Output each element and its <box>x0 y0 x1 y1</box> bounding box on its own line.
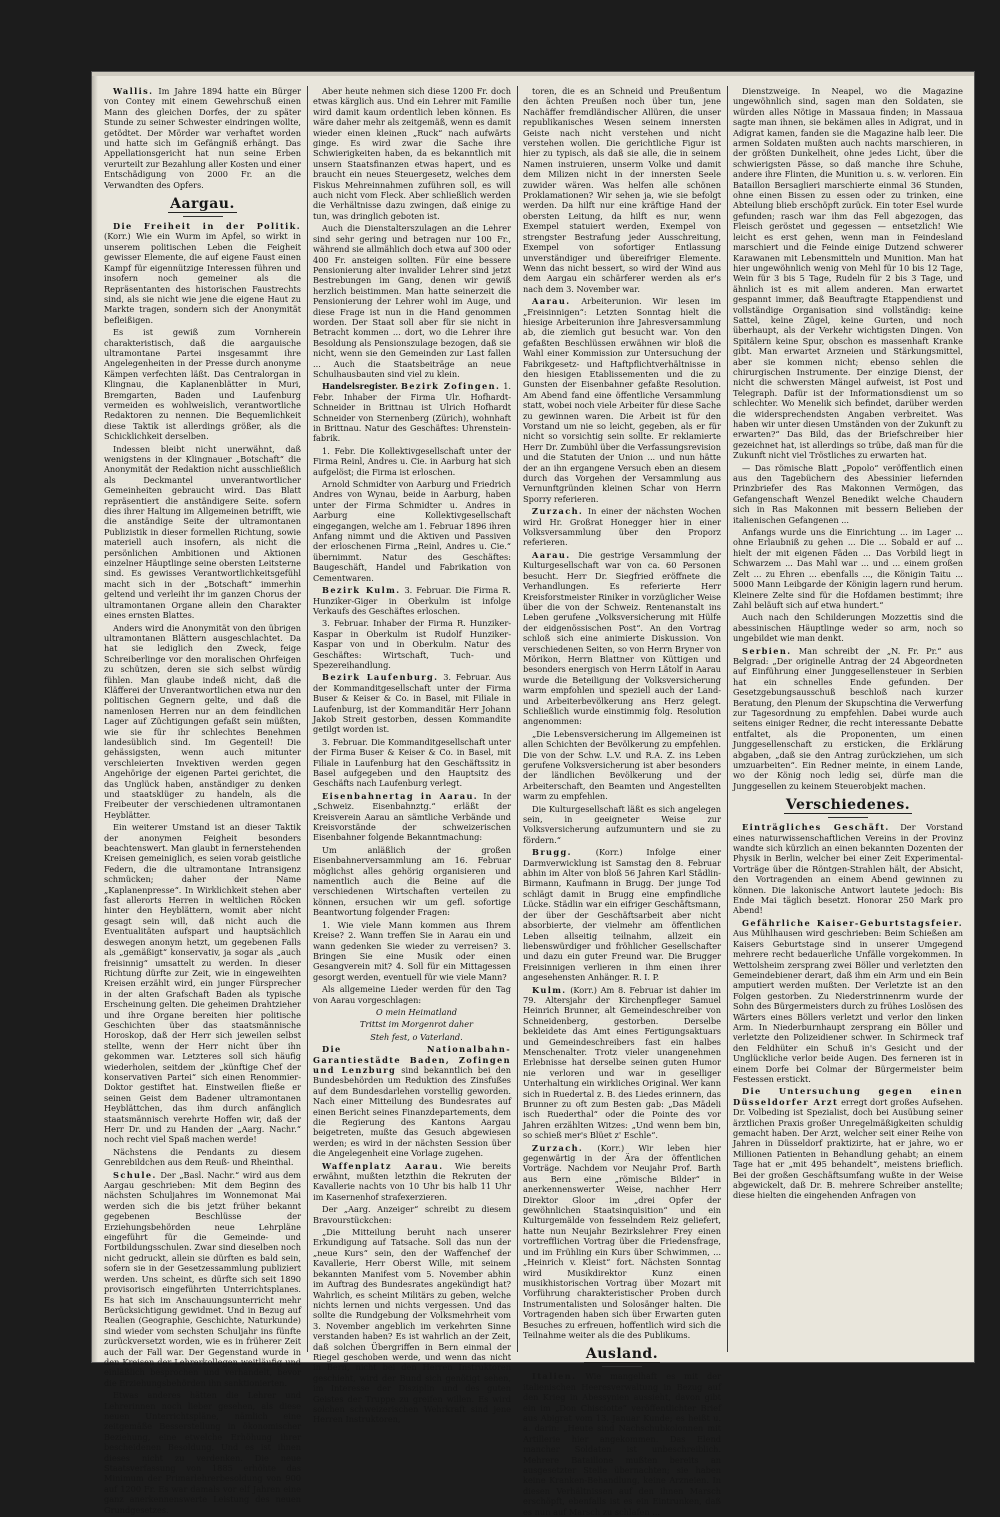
article-text: Auch die Dienstalterszulagen an die Lehrer sind sehr gering und betragen nur 100 Fr., während sie allmählich doch etwa auf 300 oder 400 Fr. ansteigen sollten. Für eine bessere Pensionierung alter invalider Lehrer sind jetzt Bestrebungen im Gang, denen wir gewiß herzlich beistimmen. Man hatte seinerzeit die Pensionierung der Lehrer wohl im Auge, und diese Frage ist nun in die Hand genommen worden. Der Staat soll aber für sie nicht in Betracht kommen ... dort, wo die Lehrer ihre Besoldung als Pensionszulage bezogen, daß sie nicht, wenn sie den Gemeinden zur Last fallen ... Auch die Staatsbeiträge an neue Schulhausbauten sind viel zu klein. <box>313 223 511 379</box>
article-lead: Waffenplatz Aarau. <box>322 1160 444 1171</box>
article-paragraph <box>313 223 511 379</box>
article-paragraph <box>313 446 511 477</box>
section-heading <box>523 1345 721 1363</box>
article-paragraph <box>313 1161 511 1203</box>
song-title: Steh fest, o Vaterland. <box>370 1031 463 1042</box>
article-text: Es ist gewiß zum Vornherein charakteristisch, daß die aargauische ultramontane Partei insgesammt ihre Angelegenheiten in der Presse durch anonyme Kämpen verfechten läßt. Das Centralorgan in Klingnau, die Kaplanenblätter in Muri, Bremgarten, Baden und Laufenburg vermeiden es wohlweislich, verantwortliche Redaktoren zu nennen. Die Bequemlichkeit diese Taktik ist allerdings größer, als die Schicklichkeit derselben. <box>104 327 301 442</box>
article-text: Dienstzweige. In Neapel, wo die Magazine ungewöhnlich sind, sagen man den Soldaten, sie würden alles Nötige in Massaua finden; in Massaua sagte man ihnen, sie bekämen alles in Adigrat, und in Adigrat kamen, fanden sie die Magazine halb leer. Die armen Soldaten mußten auch nachts marschieren, in der größten Dunkelheit, ohne jedes Licht, über die schwierigsten Pässe, so daß manche ihre Schuhe, andere ihre Flinten, die Munition u. s. w. verloren. Ein Bataillon Bersaglieri marschierte einmal 36 Stunden, ohne einen Bissen zu essen oder zu trinken, eine Abteilung blieb erschöpft zurück. Ein toter Esel wurde gefunden; rasch war ihm das Fell abgezogen, das Fleisch geröstet und gegessen — entsetzlich! Wie leicht es erst gehen, wenn man in Feindesland marschiert und die Feinde einige Dutzend schwerer Karawanen mit Lebensmitteln und Munition. Man hat hier ungewöhnlich wenig von Mehl für 10 bis 12 Tage, Wein für 3 bis 5 Tage, Rudeln für 2 bis 3 Tage, und ähnlich ist es mit allem anderen. Man erwartet gespannt immer, daß Beauftragte Etappendienst und vollständige Organisation sind vollständig: keine Sattel, keine Zügel, keine Gurten, und noch überhaupt, als der Verkehr wichtigsten Dingen. Von Spitälern keine Spur, obschon es massenhaft Kranke gibt. Man erwartet Arzneien und Stärkungsmittel, aber sie kommen nicht; ebenso sehlen die chirurgischen Instrumente. Der einzige Dienst, der nicht die schwersten Mängel aufweist, ist Post und Telegraph. Dafür ist der Informationsdienst um so schlechter. Wo Menelik sich befindet, darüber werden die widersprechendsten Angaben verbreitet. Was haben wir unter diesen Umständen von der Zukunft zu erwarten?“ Das Bild, das der Briefschreiber hier gezeichnet hat, ist allerdings so trübe, daß man für die Zukunft nicht viel Tröstliches zu erwarten hat. <box>733 86 963 461</box>
article-text: Arnold Schmidter von Aarburg und Friedrich Andres von Wynau, beide in Aarburg, haben unter der Firma Schmidter u. Andres in Aarburg eine Kollektivgesellschaft eingegangen, welche am 1. Februar 1896 ihren Anfang nimmt und die Aktiven und Passiven der erloschenen Firma „Reinl, Andres u. Cie.“ übernimmt. Natur des Geschäftes: Baugeschäft, Handel und Fabrikation von Cementwaren. <box>313 479 511 583</box>
article-paragraph <box>104 1170 301 1389</box>
article-paragraph <box>523 296 721 504</box>
section-heading <box>104 195 301 213</box>
page-top-edge <box>92 72 974 76</box>
article-lead: Bezirk Kulm. <box>322 585 401 596</box>
article-text: Als allgemeine Lieder werden für den Tag von Aarau vorgeschlagen: <box>313 984 511 1005</box>
article-text: toren, die es an Schneid und Preußentum den ächten Preußen noch über tun, jene Nachäffer fremdländischer Allüren, die unser republikanisches Wesen seinem innersten Geiste nach nicht verstehen und nicht verstehen wollen. Die gerichtliche Figur ist hier zu typisch, als daß sie alle, die in seinem Namen instruieren, unserm Volke und damit dem Milizen nicht in der innersten Seele zuwider wären. Was helfen alle schönen Proklamationen? Wir sehen ja, wie sie befolgt werden. Da hilft nur eine kräftige Hand der obersten Leitung, da hilft es nur, wenn Exempel statuiert werden, Exempel von strengster Bestrafung jeder Ausschreitung, Exempel von sofortiger Entlassung unverständiger und übereifriger Elemente. Wenn das nicht bessert, so wird der Wind aus dem Aargau ein schärferer werden als er's nach dem 3. November war. <box>523 86 721 294</box>
article-text: In einer der nächsten Wochen wird Hr. Großrat Honegger hier in einer Volksversammlung über den Proporz referieren. <box>523 506 721 548</box>
article-text: Der Vorstand eines naturwissenschaftlichen Vereins in der Provinz wandte sich kürzlich an einen bekannten Dozenten der Physik in Berlin, welcher bei einer Zeit Experimental-Vorträge über die Röntgen-Strahlen hält, der Absicht, den Vortragenden an einem Abend gewinnen zu können. Die lakonische Antwort lautete jedoch: Bis Ende Mai täglich besetzt. Honorar 250 Mark pro Abend! <box>733 822 963 916</box>
article-text: Anfangs wurde uns die Einrichtung ... im Lager ... ohne Erlaubniß zu gehen ... Die ... Sobald er auf ... hielt der mit eigenen Fäden ... Das Vorbild liegt in Schwarzem ... Das Mahl war ... und ... einem großen Zelt ... zu Ehren ... ebenfalls ..., die Königin Taitu ... 5000 Mann Leibgarde der Königin lagern rund herum. Kleinere Zelte sind für die Hofdamen bestimmt; ihre Zahl beläuft sich auf etwa hundert.“ <box>733 527 963 610</box>
section-heading-text: Aargau. <box>170 196 235 213</box>
article-paragraph <box>733 918 963 1085</box>
article-paragraph <box>313 737 511 789</box>
article-text: Wie mangelhaft es mit der italienischen Heeresverwaltung in Bezug auf den Krieg in Abessynien aussieht, davon gibt ein im „Don Chisciotte“ veröffentlichter Brief aus Abigrat vom 13. Januar Kunde; es heißt u. a. darin: „Heute sind Nachschubkolonnen mit Artillerie hier angekommen. Das Elend mancher Soldaten ist unbeschreiblich. Mehrere Bataillone mußten bereits an ausgesetzter Stelle übernachten; sie haben keine Kranken-Behandlung, keine Arzneien. In diesen Verhältnissen auf den ihnen Marsch erschöpft, ebenfalls ist es ein Eintrunken, daß es nun auf Marsch zu schlafen ... <box>523 1371 721 1517</box>
column-rule <box>727 86 728 1352</box>
article-text: (Korr.) Wir leben hier gegenwärtig in der Ära der öffentlichen Vorträge. Nachdem vor Neujahr Prof. Barth aus Bern eine „römische Bilder“ in anerkennenswerter Weise, nachher Herr Direktor Gloor im „drei Opfer der gewöhnlichen Staatsinquisition“ und ein Kulturgemälde von fesselndem Reiz geliefert, hatte nun Neujahr Bezirkslehrer Frey einen vortrefflichen Vortrag über die Friedensfrage, und im Frühling ein Kurs über Schwimmen, ... „Heinrich v. Kleist“ fort. Nächsten Sonntag wird Musikdirektor Kunz einen musikhistorischen Vortrag über Mozart mit Vorführung charakteristischer Proben durch Instrumentalisten und Solosänger halten. Die Vortragenden haben sich über Erwarten guten Besuches zu erfreuen, hoffentlich wird sich die Teilnahme weiter als die des Publikums. <box>523 1142 721 1340</box>
article-lead: Einträgliches Geschäft. <box>742 822 890 833</box>
article-paragraph <box>523 1143 721 1341</box>
article-paragraph <box>313 984 511 1005</box>
page-edge <box>92 72 98 1362</box>
article-paragraph <box>523 550 721 727</box>
section-heading <box>733 796 963 814</box>
article-text: Ein weiterer Umstand ist an dieser Taktik der anonymen Feigheit besonders beachtenswert. Man glaubt in fernerstehenden Kreisen gemeiniglich, es seien vorab geistliche Federn, die die ultramontane Intransigenz schmücken; daher der Name „Kaplanenpresse“. In Wirklichkeit stehen aber fast allerorts Herren in weltlichen Röcken hinter den Heyblättern, womit aber nicht gesagt sein will, daß nicht auch die Eventualitäten aufspart und hauptsächlich deswegen anonym hetzt, um gegebenen Falls als „gemäßigt“ konservativ, ja sogar als „auch freisinnig“ umsattelt zu werden. In dieser Richtung dürfte zur Zeit, wie in eingeweihten Kreisen erzählt wird, ein junger Fürsprecher in der alten Grafschaft Baden als typische Erscheinung gelten. Die geheimen Drahtzieher und ihre Organe bereiten hier politische Geschichten über das staatsmännische Horoskop, daß der Herr sich jeweilen selbst stellte, wenn der Herr nicht über ihn gekommen war. Letzteres soll sich häufig wiederholen, seitdem der „künftige Chef der konservativen Partei“ sich einen Renommier-Doktor gestiftet hat. Einstweilen fließe er seinen Geist dem Badener ultramontanen Heyblättchen, das ihm durch anfänglich staatsmännisch verehrte Hoffen wir, daß der Herr Dr. und zu Handen der „Aarg. Nachr.“ noch recht viel Spaß machen werde! <box>104 822 301 1145</box>
article-paragraph <box>104 327 301 441</box>
article-text: (Korr.) Am 8. Februar ist dahier im 79. Altersjahr der Kirchenpfleger Samuel Heinrich Brunner, alt Gemeindeschreiber von Schneidenberg, gestorben. Derselbe bekleidete das Amt eines Fertigungsaktuars und Gemeindeschreibers fast ein halbes Menschenalter. Trotz vieler unangenehmen Erlebnisse hat derselbe seinen guten Humor nie verloren und war in geselliger Unterhaltung ein wirkliches Original. Wer kann sich in Ruedertal z. B. des Liedes erinnern, das Brunner zu oft zum Besten gab: „Das Mädeli isch Ruederthal“ oder die Pointe des vor Jahren erzählten Witzes: „Und wenn bem bin, so schieß mer's Blüet z' Eschle“. <box>523 984 721 1141</box>
section-heading-text: Verschiedenes. <box>785 797 911 814</box>
rubric-label: Handelsregister. <box>322 381 399 392</box>
heading-rule <box>183 216 223 217</box>
article-text: sind bekanntlich bei den Bundesbehörden um Reduktion des Zinsfußes auf dem Bundesdarlehen vorstellig geworden. Nach einer Mitteilung des Bundesrates auf einen Bericht seines Finanzdepartements, dem die Regierung des Kantons Aargau beigetreten, mußte das Gesuch abgewiesen werden; es wird in der nächsten Session über die Angelegenheit eine Vorlage zugehen. <box>313 1064 511 1159</box>
article-text: Die gestrige Versammlung der Kulturgesellschaft war von ca. 60 Personen besucht. Herr Dr. Siegfried eröffnete die Verhandlungen. Es referierte Herr Kreisforstmeister Riniker in vorzüglicher Weise über die von der Schweiz. Rentenanstalt ins Leben gerufene „Volksversicherung mit Hülfe der eidgenössischen Post“. An den Vortrag schloß sich eine animierte Diskussion. Von verschiedenen Seiten, so von Herrn Bryner von Mörikon, Herrn Blattner von Küttigen und besonders energisch von Herrn Lätolf in Aarau wurde die Beteiligung der Volksversicherung warm empfohlen und speziell auch der Land- und Arbeiterbevölkerung ans Herz gelegt. Schließlich wurde einstimmig folg. Resolution angenommen: <box>523 549 721 727</box>
article-paragraph <box>313 920 511 982</box>
article-text: 3. Februar. Die Firma R. Hunziker-Giger in Oberkulm ist infolge Verkaufs des Geschäftes erloschen. <box>313 585 511 616</box>
article-paragraph <box>523 847 721 982</box>
column-2 <box>313 86 511 1425</box>
article-paragraph <box>104 1390 301 1515</box>
article-lead: Brugg. <box>532 847 572 858</box>
article-paragraph <box>104 444 301 621</box>
section-heading-text: Ausland. <box>585 1346 659 1363</box>
article-paragraph <box>313 618 511 670</box>
article-text: (Korr.) Wie ein Wurm im Apfel, so wirkt in unserem politischen Leben die Feigheit gewisser Elemente, die auf eigene Faust einen Kampf für eigennützige Interessen führen und insofern noch gemeiner als die Repräsentanten des historischen Faustrechts sind, als sie nicht wie jene die eigene Haut zu Markte tragen, sondern sich der Anonymität befleißigen. <box>104 231 301 325</box>
article-text: Um anläßlich der großen Eisenbahnerversammlung am 16. Februar möglichst alles gehörig organisieren und namentlich auch die Beine auf die verschiedenen Wirtschaften verteilen zu können, ersuchen wir um gefl. sofortige Beantwortung folgender Fragen: <box>313 844 511 918</box>
article-text: Nächstens die Pendants zu diesem Genrebildchen aus dem Reuß- und Rheinthal. <box>104 1146 301 1168</box>
article-paragraph <box>313 585 511 616</box>
column-1 <box>104 86 301 1515</box>
article-lead: Die Freiheit in der Politik. <box>113 221 301 232</box>
song-title: Trittst im Morgenrot daher <box>359 1019 474 1030</box>
article-text: 3. Februar. Aus der Kommanditgesellschaft unter der Firma Buser & Keiser & Co. in Basel, mit Filiale in Laufenburg, ist der Kommanditär Herr Johann Jakob Streit gestorben, dessen Kommandite getilgt worden ist. <box>313 672 511 735</box>
article-lead: Schule. <box>113 1169 157 1180</box>
article-paragraph <box>733 646 963 792</box>
article-text: Man schreibt der „N. Fr. Pr.“ aus Belgrad: „Der originelle Antrag der 24 Abgeordneten auf Einführung einer Junggesellensteuer in Serbien hat ein schnelles Ende gefunden. Der Gesetzgebungsausschuß beschloß nach kurzer Beratung, den Plenum der Skupschtina die Verwerfung zur Tagesordnung zu empfehlen. Dabei wurde auch seitens einiger Redner, die recht interessante Debatte entfaltet, als die Proponenten, um einen Junggesellenschaft zu ersticken, die Erklärung abgaben, „daß sie den Antrag zurückziehen, um sich umzuarbeiten“. Ein Redner meinte, in einem Lande, wo der König noch ledig sei, dürfe man die Junggesellen zu keinem Steuerobjekt machen. <box>733 645 964 791</box>
article-paragraph <box>313 672 511 734</box>
article-lead: Italien. <box>532 1371 577 1382</box>
article-text: Wie bereits erwähnt, mußten letzthin die Rekruten der Kavallerie nachts von 10 Uhr bis halb 11 Uhr im Kasernenhof strafexerzieren. <box>313 1160 511 1202</box>
article-text: „Die Mitteilung beruht nach unserer Erkundigung auf Tatsache. Soll das nun der „neue Kurs“ sein, den der Waffenchef der Kavallerie, Herr Oberst Wille, mit seinem bekannten Manifest vom 5. November abhin im Auftrag des Bundesrates angekündigt hat? Wahrlich, es scheint Militärs zu geben, welche nichts lernen und nichts vergessen. Und das sollte die Rundgebung der Volksmehrheit vom 3. November angeblich im verkehrten Sinne verstanden haben? Es ist wahrlich an der Zeit, daß solchen Übergriffen in Bern einmal der Riegel geschoben werde, und wenn das nicht in Bern, nicht bei den Herren Instruktoren geschieht, wird der Bund sich genötigt sehen, im Interesse der Disziplin und des guten Geistes der Truppe zu greifen willen. Es wird solchen schweizerischen Wehrkraft sind jene Herren Instruktoren, <box>313 1227 511 1425</box>
article-lead: Aarau. <box>532 296 571 307</box>
article-text: 1. Wie viele Mann kommen aus Ihrem Kreise? 2. Wann treffen Sie in Aarau ein und wann gedenken Sie wieder zu verreisen? 3. Bringen Sie eine Musik oder einen Gesangverein mit? 4. Soll für ein Mittagessen gesorgt werden, eventuell für wie viele Mann? <box>313 919 511 982</box>
article-text: Der „Aarg. Anzeiger“ schreibt zu diesem Bravourstückchen: <box>313 1204 511 1225</box>
article-text: 1. Febr. Inhaber der Firma Ulr. Hofhardt-Schneider in Brittnau ist Ulrich Hofhardt Schneider von Sternenberg (Zürich), wohnhaft in Brittnau. Natur des Geschäftes: Uhrenstein-fabrik. <box>313 381 511 444</box>
article-lead: Eisenbahnertag in Aarau. <box>322 790 479 801</box>
article-lead: Wallis. <box>113 86 154 96</box>
article-text: Indessen bleibt nicht unerwähnt, daß wenigstens in der Klingnauer „Botschaft“ die Anonymität der Redaktion nicht ausschließlich als Deckmantel unverantwortlicher Gemeinheiten gebraucht wird. Das Blatt repräsentiert die anständigere Seite. sofern dies ihrer Haltung im Allgemeinen betrifft, wie die anständige Seite der ultramontanen Publizistik in dieser formellen Richtung, sowie materiell auch insofern, als nicht die persönlichen Ambitionen und Aktionen einzelner Häuptlinge seine obersten Leitsterne sind. Es gewisses Verantwortlichkeitsgefühl macht sich in der „Botschaft“ immerhin geltend und verleiht ihr im ganzen Chorus der ultramontanen Organe allein den Charakter eines ernsten Blattes. <box>104 443 301 621</box>
article-text: erregt dort großes Aufsehen. Dr. Volbeding ist Spezialist, doch bei Ausübung seiner ärztlichen Praxis großer Unregelmäßigkeiten schuldig gemacht haben. Der Arzt, welcher seit einer Reihe von Jahren in Düsseldorf praktizirte, hat er jahre, wo er Millionen Patienten in Behandlung gehabt; an einem Tage hat er „mit 495 behandelt“, meistens brieflich. Bei der großen Geschäftsumfang wußte in der Weise abgewickelt, daß Dr. B. mehrere Schreiber anstellte; diese hielten die eingehenden Anfragen von <box>733 1096 963 1201</box>
article-paragraph <box>104 822 301 1145</box>
article-paragraph <box>523 729 721 802</box>
article-paragraph <box>313 1044 511 1158</box>
article-text: Auch nach den Schilderungen Mozzettis sind die abessinischen Häuptlinge weder so arm, noch so ungebildet wie man denkt. <box>733 612 963 644</box>
article-lead: Aarau. <box>532 549 571 560</box>
article-lead: Bezirk Zofingen. <box>400 381 501 392</box>
article-lead: Die Untersuchung gegen einen Düsseldorfer Arzt <box>733 1086 963 1107</box>
article-text: 3. Februar. Inhaber der Firma R. Hunziker-Kaspar in Oberkulm ist Rudolf Hunziker-Kaspar von und in Oberkulm. Natur des Geschäftes: Wirtschaft, Tuch- und Spezereihandlung. <box>313 618 511 670</box>
article-paragraph <box>523 804 721 846</box>
heading-rule <box>828 817 868 818</box>
column-rule <box>517 86 518 1352</box>
article-paragraph <box>104 1147 301 1168</box>
article-paragraph <box>104 86 301 190</box>
article-text: Im Jahre 1894 hatte ein Bürger von Contey mit einem Gewehrschuß einen Mann des gleichen Dorfes, der zu später Stunde zu seiner Schwester eindringen wollte, getödtet. Der Mörder war verhaftet worden und hatte sich im Gefängniß erhängt. Das Appellationsgericht hat nun seine Erben verurteilt zur Bezahlung aller Kosten und einer Entschädigung von 2000 Fr. an die Verwandten des Opfers. <box>104 86 301 190</box>
article-text: Arbeiterunion. Wir lesen im „Freisinnigen“: Letzten Sonntag hielt die hiesige Arbeiterunion ihre Jahresversammlung ab, die ziemlich gut besucht war. Von den gefaßten Beschlüssen erwähnen wir bloß die Wahl einer Kommission zur Untersuchung der Fabrikgesetz- und Haftpflichtverhältnisse in den hiesigen Etablissementen und die zu Gunsten der Eisenbahner gefaßte Resolution. Am Abend fand eine öffentliche Versammlung statt, wobei noch viele Arbeiter für diese Sache zu gewinnen waren. Die Arbeit ist für den Vorstand um nie so leicht, gegeben, als er für nicht so vorsichtig sein sollte. Er reklamierte Herr Dr. Zumbühl über die Verfassungsrevision und die Statuten der Union ... und nun hätte der an ihn ergangene Versuch eben an diesem durch das Vorgehen der Versammlung aus Vernunftgründen kleinen Schar von Herrn Sporry referieren. <box>523 296 721 504</box>
article-text: Anders wird die Anonymität von den übrigen ultramontanen Blättern ausgeschlachtet. Da hat sie lediglich den Zweck, feige Schreiberlinge vor den moralischen Ohrfeigen zu schützen, deren sie sich selbst würdig fühlen. Man glaube indeß nicht, daß die Kläfferei der Unverantwortlichen etwa nur den politischen Gegnern gelte, und daß die namenlosen Herren nur an dem feindlichen Lager auf Züchtigungen gefaßt sein müßten, wie sie für ihr schlechtes Benehmen landesüblich sind. Im Gegenteil! Die gehässigsten, wenn auch mitunter verschleierten Invektiven werden gegen Angehörige der eigenen Partei gerichtet, die das Unglück haben, anständiger zu denken und staatsklüger zu handeln, als die Freibeuter der verschiedenen ultramontanen Heyblätter. <box>104 622 301 820</box>
article-text: (Korr.) Infolge einer Darmverwicklung ist Samstag den 8. Februar abhin im Alter von bloß 56 Jahren Karl Städlin-Birmann, Kaufmann in Brugg. Der junge Tod schlägt damit in Brugg eine empfindliche Lücke. Städlin war ein eifriger Geschäftsmann, der über der Geschäftsarbeit aber nicht absorbierte, der vielmehr am öffentlichen Leben allseitig teilnahm, allzeit ein liebenswürdiger und fröhlicher Gesellschafter und dazu ein guter Freund war. Die Brugger Freisinnigen verlieren in ihm einen ihrer angesehensten Anhänger. R. I. P. <box>523 847 721 983</box>
article-paragraph <box>733 1086 963 1200</box>
heading-rule <box>602 1366 642 1367</box>
article-lead: Gefährliche Kaiser-Geburtstagsfeier. <box>742 917 963 928</box>
article-text: Etwas anderes hätten die Lehrer und Lehrerinnen noch lieber gesehen, als diese neuen Unterrichtspläne, nämlich eine zeitgemäße Besserstellung in ökonomischer Beziehung, eine etwelche Erhöhung ihrer bescheidenen Besoldung. Und es ist ihnen dieses nicht zu verdenken. Die neue Staatsverfassung von 1885 erhöhte das Minimum der Primarlehrerbesoldung von 900 auf 1200 Fr. Es war damals vor elf Jahren eine ganz anerkennenswerte Leistung des neuen Grundgesetzes. <box>104 1390 301 1515</box>
article-paragraph <box>313 479 511 583</box>
article-paragraph <box>313 791 511 843</box>
article-paragraph <box>523 985 721 1141</box>
article-paragraph <box>313 381 511 443</box>
article-text: Aber heute nehmen sich diese 1200 Fr. doch etwas kärglich aus. Und ein Lehrer mit Familie wird damit kaum ordentlich leben können. Es wäre daher mehr als zeitgemäß, wenn es damit wieder einen kleinen „Ruck“ nach aufwärts ginge. Es wird zwar die Sache ihre Schwierigkeiten haben, da es bekanntlich mit unsern Staatsfinanzen etwas hapert, und es braucht ein neues Steuergesetz, welches dem Fiskus Mehreinnahmen zuführen soll, es will auch nicht vom Fleck. Aber schließlich werden die Verhältnisse dazu zwingen, daß einige zu tun, was dringlich geboten ist. <box>313 86 511 221</box>
article-lead: Zurzach. <box>532 506 584 517</box>
article-paragraph <box>733 612 963 643</box>
article-text: „Die Lebensversicherung im Allgemeinen ist allen Schichten der Bevölkerung zu empfehlen. Die von der Schw. L.V. und R.A. Z. ins Leben gerufene Volksversicherung ist aber besonders der ländlichen Bevölkerung und der Arbeiterschaft, den Beamten und Angestellten warm zu empfehlen. <box>523 728 721 802</box>
article-paragraph <box>733 463 963 525</box>
article-paragraph <box>313 86 511 221</box>
article-paragraph <box>523 86 721 294</box>
article-paragraph <box>733 822 963 916</box>
article-paragraph <box>523 506 721 548</box>
article-text: In der „Schweiz. Eisenbahnztg.“ erläßt der Kreisverein Aarau an sämtliche Verbände und Kreisvorstände der schweizerischen Eisenbahner folgende Bekanntmachung: <box>313 790 511 843</box>
article-text: Die Kulturgesellschaft läßt es sich angelegen sein, in geeigneter Weise zur Volksversicherung aufzumuntern und sie zu fördern.“ <box>523 803 721 845</box>
newspaper-page <box>92 72 974 1517</box>
article-paragraph <box>733 527 963 610</box>
article-lead: Kulm. <box>532 984 567 995</box>
column-4 <box>733 86 963 1352</box>
article-lead: Bezirk Laufenburg. <box>322 672 439 683</box>
article-paragraph <box>104 221 301 325</box>
article-lead: Zurzach. <box>532 1142 584 1153</box>
article-paragraph <box>523 1371 721 1517</box>
column-rule <box>307 86 308 1352</box>
column-3 <box>523 86 721 1517</box>
article-text: 1. Febr. Die Kollektivgesellschaft unter der Firma Reinl, Andres u. Cie. in Aarburg hat sich aufgelöst; die Firma ist erloschen. <box>313 445 511 477</box>
article-paragraph <box>313 1204 511 1225</box>
article-lead: Serbien. <box>742 645 792 656</box>
article-paragraph <box>104 623 301 821</box>
article-paragraph <box>313 845 511 918</box>
article-text: — Das römische Blatt „Popolo“ veröffentlich einen aus den Tagebüchern des Abessinier liefernden Prinzbriefer des Ras Makonnen Vermögen, das Gefangenschaft Wenzel Benedikt welche Chaudern sich in Ras Makonnen mit bessern Belieben der italienischen Gefangenen ... <box>733 462 963 525</box>
article-lead: Die Nationalbahn-Garantiestädte Baden, Zofingen und Lenzburg <box>313 1044 511 1075</box>
song-title: O mein Heimatland <box>376 1006 457 1017</box>
article-text: Aus Mühlhausen wird geschrieben: Beim Schießen am Kaisers Geburtstage sind in unserer Umgegend mehrere recht bedauerliche Unfälle vorgekommen. In Wettolsheim zersprang zwei Böller und verletzten den Gemeindebiener derart, daß ihm ein Arm und ein Bein amputiert werden mußten. Der Verletzte ist an den Folgen gestorben. Zu Niederstrinnenrm wurde der Sohn des Bürgermeisters durch zu frühes Loslösen des Wärters eines Böllers verletzt und verlor den linken Arm. In Niederburnhaupt zersprang ein Böller und verletzte den Polizeidiener schwer. In Schirmeck traf den Feldhüter ein Schuß in's Gesicht und der Unglückliche verlor beide Augen. Des ferneren ist in einem Dorfe bei Colmar der Bürgermeister beim Festessen erstickt. <box>733 928 963 1084</box>
article-text: Der „Basl. Nachr.“ wird aus dem Aargau geschrieben: Mit dem Beginn des nächsten Schuljahres im Wonnemonat Mai werden sich die bis jetzt früher bekannt gegebenen Beschlüsse der Erziehungsbehörden neue Lehrpläne eingeführt für die Gemeinde- und Fortbildungsschulen. Zwar sind dieselben noch nicht gedruckt, allein sie dürften es bald sein, sofern sie in der Gesetzessammlung publiziert werden. Uns scheint, es dürfte sich seit 1890 provisorisch eingeführten Unterrichtsplanes. Es hat sich im Anschauungsunterricht mehr Berücksichtigung gewidmet. Und in Bezug auf Realien (Geographie, Geschichte, Naturkunde) sind wieder vom sechsten Schuljahr ins fünfte zurückversetzt worden, wie es in früherer Zeit auch der Fall war. Der Gegenstand wurde in den Kreisen der Lehrerkollegen weitläufig und einläßlich besprochen und verhandelt, bevor die Erziehungsbehörden ihn sanktionierten. <box>104 1169 301 1388</box>
article-text: 3. Februar. Die Kommanditgesellschaft unter der Firma Buser & Keiser & Co. in Basel, mit Filiale in Laufenburg hat den Geschäftssitz in Basel aufgegeben und den Hauptsitz des Geschäfts nach Laufenburg verlegt. <box>313 736 511 789</box>
article-paragraph <box>313 1227 511 1425</box>
article-paragraph <box>733 86 963 461</box>
